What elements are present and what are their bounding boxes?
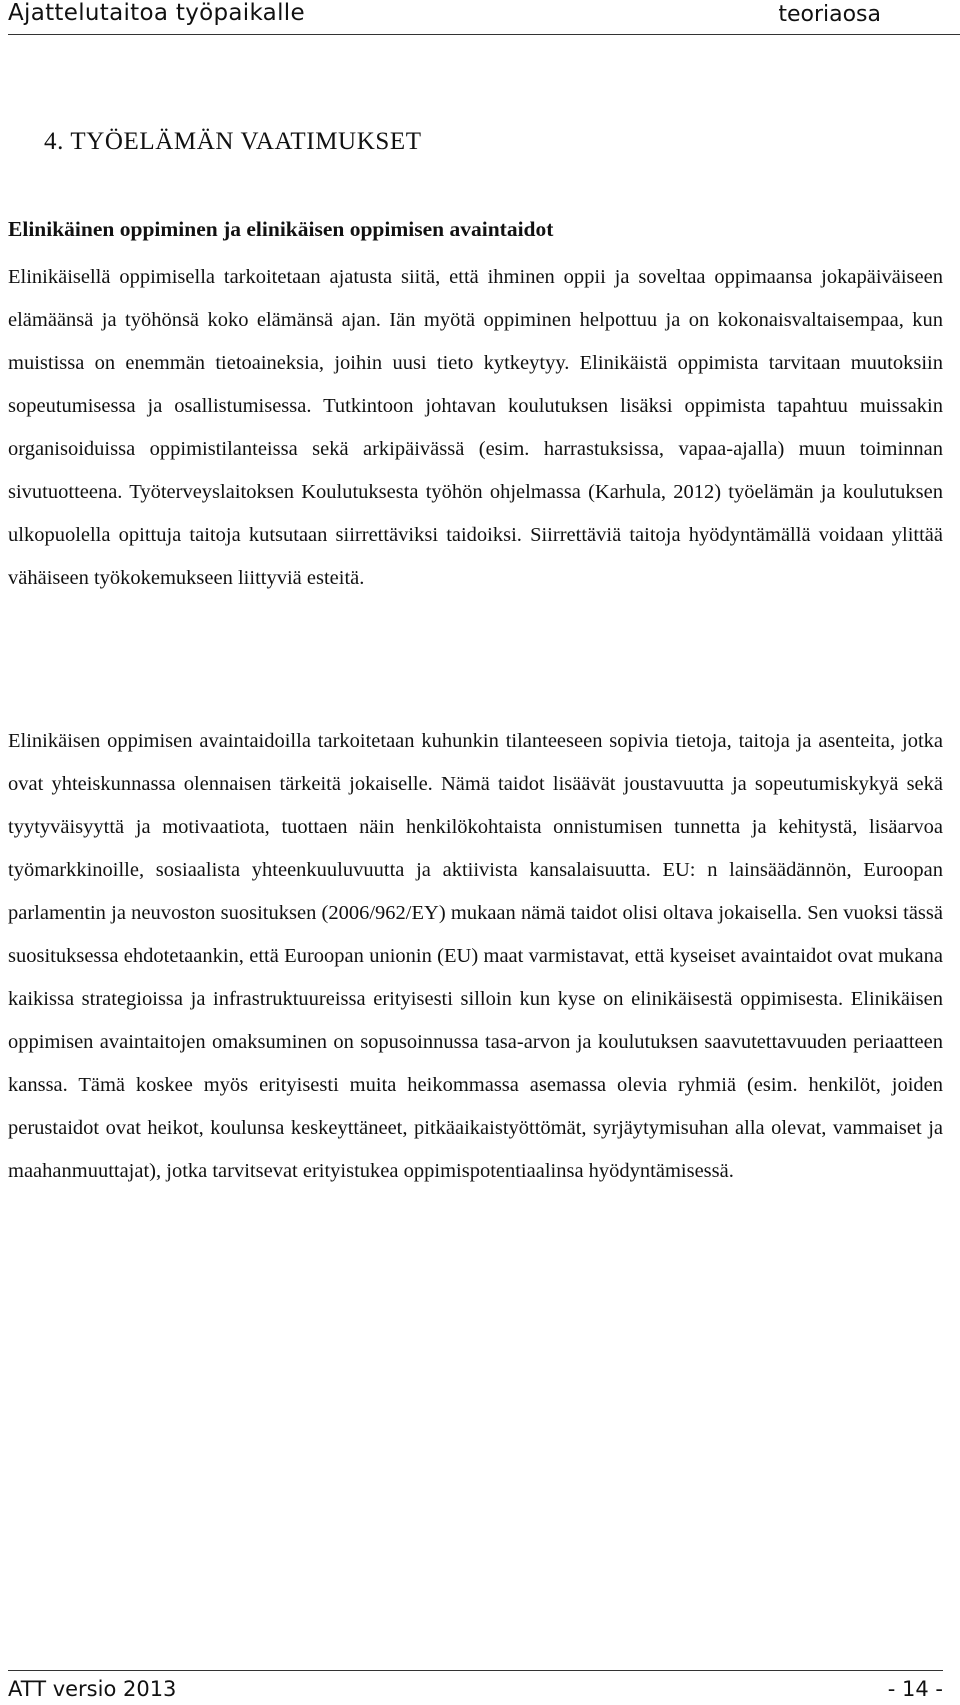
section-label: teoriaosa [778,2,881,27]
section-subheading: Elinikäinen oppiminen ja elinikäisen oppimisen avaintaidot [8,217,554,241]
paragraph: Elinikäisellä oppimisella tarkoitetaan ajatusta siitä, että ihminen oppii ja soveltaa oppimaansa jokapäiväiseen elämäänsä ja työhönsä koko elämänsä ajan. Iän myötä oppiminen helpottuu ja on kokonaisvaltaisempaa, kun muistissa on enemmän tietoaineksia, joihin uusi tieto kytkeytyy. Elinikäistä oppimista tarvitaan muutoksiin sopeutumisessa ja osallistumisessa. Tutkintoon johtavan koulutuksen lisäksi oppimista tapahtuu muissakin organisoiduissa oppimistilanteissa sekä arkipäivässä (esim. harrastuksissa, vapaa-ajalla) muun toiminnan sivutuotteena. Työterveyslaitoksen Koulutuksesta työhön ohjelmassa (Karhula, 2012) työelämän ja koulutuksen ulkopuolella opittuja taitoja kutsutaan siirrettäviksi taidoiksi. Siirrettäviä taitoja hyödyntämällä voidaan ylittää vähäiseen työkokemukseen liittyviä esteitä. [8,266,943,589]
paragraph: Elinikäisen oppimisen avaintaidoilla tarkoitetaan kuhunkin tilanteeseen sopivia tietoja, taitoja ja asenteita, jotka ovat yhteiskunnassa olennaisen tärkeitä jokaiselle. Nämä taidot lisäävät joustavuutta ja sopeutumiskykyä sekä tyytyväisyyttä ja motivaatiota, tuottaen näin henkilökohtaista onnistumisen tunnetta ja kehitystä, lisäarvoa työmarkkinoille, sosiaalista yhteenkuuluvuutta ja aktiivista kansalaisuutta. EU: n lainsäädännön, Euroopan parlamentin ja neuvoston suosituksen (2006/962/EY) mukaan nämä taidot olisi oltava jokaisella. Sen vuoksi tässä suosituksessa ehdotetaankin, että Euroopan unionin (EU) maat varmistavat, että kyseiset avaintaidot ovat mukana kaikissa strategioissa ja infrastruktuureissa erityisesti silloin kun kyse on elinikäisestä oppimisesta. Elinikäisen oppimisen avaintaitojen omaksuminen on sopusoinnussa tasa-arvon ja koulutuksen saavutettavuuden periaatteen kanssa. Tämä koskee myös erityisesti muita heikommassa asemassa olevia ryhmiä (esim. henkilöt, joiden perustaidot ovat heikot, koulunsa keskeyttäneet, pitkäaikaistyöttömät, syrjäytymisuhan alla olevat, vammaiset ja maahanmuuttajat), jotka tarvitsevat erityistukea oppimispotentiaalinsa hyödyntämisessä. [8,730,943,1182]
chapter-heading: 4. TYÖELÄMÄN VAATIMUKSET [44,128,422,155]
version-label: ATT versio 2013 [8,1677,177,1701]
page-footer [8,1670,943,1705]
document-title: Ajattelutaitoa työpaikalle [8,0,305,26]
page-number: - 14 - [887,1677,943,1701]
page-header [8,0,960,35]
